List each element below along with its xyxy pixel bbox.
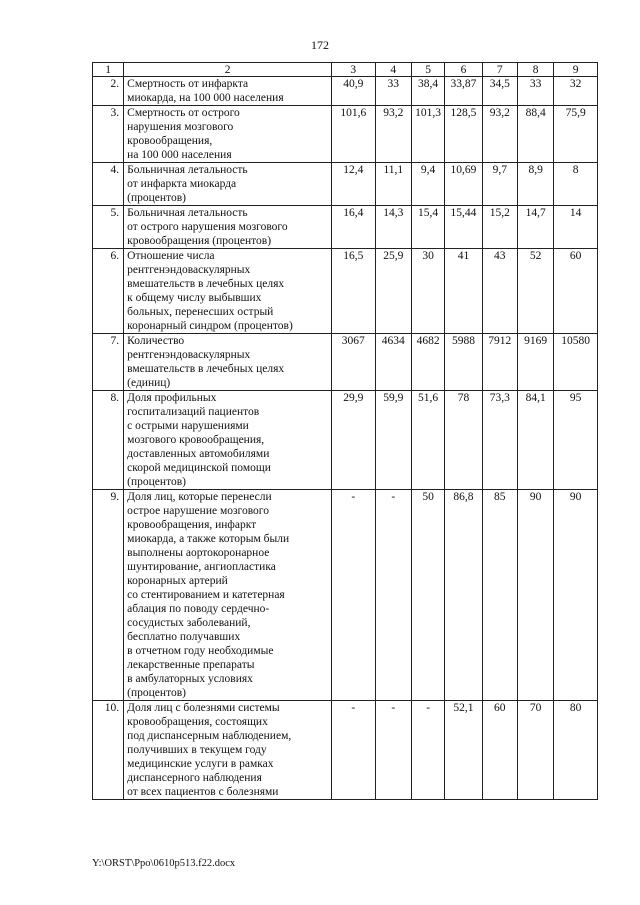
- indicator-label: Доля профильных госпитализаций пациентов с острыми нарушениями мозгового кровообращения, доставленных автомобилями скорой медицинской помощи (процентов): [124, 391, 332, 490]
- value-cell: 10,69: [445, 163, 482, 206]
- value-cell: 9169: [517, 334, 553, 391]
- header-cell: 2: [124, 63, 332, 77]
- value-cell: 90: [554, 490, 598, 701]
- value-cell: 14,3: [375, 206, 411, 249]
- header-cell: 3: [331, 63, 375, 77]
- row-number: 9.: [93, 490, 124, 701]
- value-cell: 51,6: [411, 391, 444, 490]
- value-cell: 59,9: [375, 391, 411, 490]
- value-cell: 14: [554, 206, 598, 249]
- header-cell: 4: [375, 63, 411, 77]
- table-row: [93, 249, 598, 334]
- value-cell: 80: [554, 701, 598, 800]
- value-cell: 101,3: [411, 106, 444, 163]
- value-cell: 88,4: [517, 106, 553, 163]
- value-cell: 95: [554, 391, 598, 490]
- value-cell: 52,1: [445, 701, 482, 800]
- value-cell: 5988: [445, 334, 482, 391]
- value-cell: 52: [517, 249, 553, 334]
- document-path: Y:\ORST\Ppo\0610p513.f22.docx: [92, 858, 236, 869]
- header-cell: 9: [554, 63, 598, 77]
- value-cell: 70: [517, 701, 553, 800]
- value-cell: 128,5: [445, 106, 482, 163]
- value-cell: -: [411, 701, 444, 800]
- header-cell: 8: [517, 63, 553, 77]
- table-row: [93, 391, 598, 490]
- value-cell: 101,6: [331, 106, 375, 163]
- header-cell: 6: [445, 63, 482, 77]
- value-cell: 60: [482, 701, 517, 800]
- value-cell: 9,7: [482, 163, 517, 206]
- value-cell: 29,9: [331, 391, 375, 490]
- table-row: [93, 206, 598, 249]
- value-cell: -: [331, 701, 375, 800]
- value-cell: 41: [445, 249, 482, 334]
- value-cell: 90: [517, 490, 553, 701]
- value-cell: 86,8: [445, 490, 482, 701]
- value-cell: 16,5: [331, 249, 375, 334]
- indicator-label: Отношение числа рентгенэндоваскулярных вмешательств в лечебных целях к общему числу выбывших больных, перенесших острый коронарный синдром (процентов): [124, 249, 332, 334]
- value-cell: 75,9: [554, 106, 598, 163]
- value-cell: 4634: [375, 334, 411, 391]
- value-cell: 40,9: [331, 77, 375, 106]
- value-cell: -: [375, 701, 411, 800]
- indicator-label: Больничная летальность от острого нарушения мозгового кровообращения (процентов): [124, 206, 332, 249]
- value-cell: 10580: [554, 334, 598, 391]
- value-cell: 25,9: [375, 249, 411, 334]
- value-cell: 11,1: [375, 163, 411, 206]
- table-row: [93, 106, 598, 163]
- value-cell: 15,44: [445, 206, 482, 249]
- value-cell: 73,3: [482, 391, 517, 490]
- table-row: [93, 490, 598, 701]
- value-cell: 15,2: [482, 206, 517, 249]
- row-number: 6.: [93, 249, 124, 334]
- table-row: [93, 77, 598, 106]
- value-cell: 16,4: [331, 206, 375, 249]
- value-cell: 84,1: [517, 391, 553, 490]
- value-cell: 14,7: [517, 206, 553, 249]
- row-number: 3.: [93, 106, 124, 163]
- indicators-table: [92, 62, 598, 800]
- indicator-label: Смертность от острого нарушения мозгового кровообращения, на 100 000 населения: [124, 106, 332, 163]
- value-cell: 60: [554, 249, 598, 334]
- indicator-label: Доля лиц с болезнями системы кровообращения, состоящих под диспансерным наблюдением, получивших в текущем году медицинские услуги в рамках диспансерного наблюдения от всех пациентов с болезнями: [124, 701, 332, 800]
- value-cell: 9,4: [411, 163, 444, 206]
- value-cell: 8: [554, 163, 598, 206]
- value-cell: 33: [375, 77, 411, 106]
- value-cell: 15,4: [411, 206, 444, 249]
- value-cell: 43: [482, 249, 517, 334]
- value-cell: 4682: [411, 334, 444, 391]
- value-cell: 33,87: [445, 77, 482, 106]
- value-cell: 50: [411, 490, 444, 701]
- value-cell: 33: [517, 77, 553, 106]
- header-cell: 1: [93, 63, 124, 77]
- value-cell: 85: [482, 490, 517, 701]
- value-cell: 38,4: [411, 77, 444, 106]
- value-cell: 8,9: [517, 163, 553, 206]
- header-row: [93, 63, 598, 77]
- value-cell: 93,2: [482, 106, 517, 163]
- indicator-label: Больничная летальность от инфаркта миокарда (процентов): [124, 163, 332, 206]
- indicator-label: Доля лиц, которые перенесли острое нарушение мозгового кровообращения, инфаркт миокарда, а также которым были выполнены аортокоронарное шунтирование, ангиопластика коронарных артерий со стентированием и катетерная аблация по поводу сердечно- сосудистых заболеваний, бесплатно получавших в отчетном году необходимые лекарственные препараты в амбулаторных условиях (процентов): [124, 490, 332, 701]
- row-number: 5.: [93, 206, 124, 249]
- value-cell: -: [375, 490, 411, 701]
- value-cell: 12,4: [331, 163, 375, 206]
- row-number: 2.: [93, 77, 124, 106]
- value-cell: 78: [445, 391, 482, 490]
- header-cell: 5: [411, 63, 444, 77]
- value-cell: 3067: [331, 334, 375, 391]
- value-cell: 32: [554, 77, 598, 106]
- value-cell: 7912: [482, 334, 517, 391]
- row-number: 4.: [93, 163, 124, 206]
- header-cell: 7: [482, 63, 517, 77]
- row-number: 7.: [93, 334, 124, 391]
- value-cell: -: [331, 490, 375, 701]
- table-row: [93, 163, 598, 206]
- indicator-label: Смертность от инфаркта миокарда, на 100 000 населения: [124, 77, 332, 106]
- value-cell: 93,2: [375, 106, 411, 163]
- table-row: [93, 334, 598, 391]
- row-number: 10.: [93, 701, 124, 800]
- table-row: [93, 701, 598, 800]
- value-cell: 30: [411, 249, 444, 334]
- row-number: 8.: [93, 391, 124, 490]
- value-cell: 34,5: [482, 77, 517, 106]
- indicator-label: Количество рентгенэндоваскулярных вмешательств в лечебных целях (единиц): [124, 334, 332, 391]
- page-number: 172: [311, 38, 329, 52]
